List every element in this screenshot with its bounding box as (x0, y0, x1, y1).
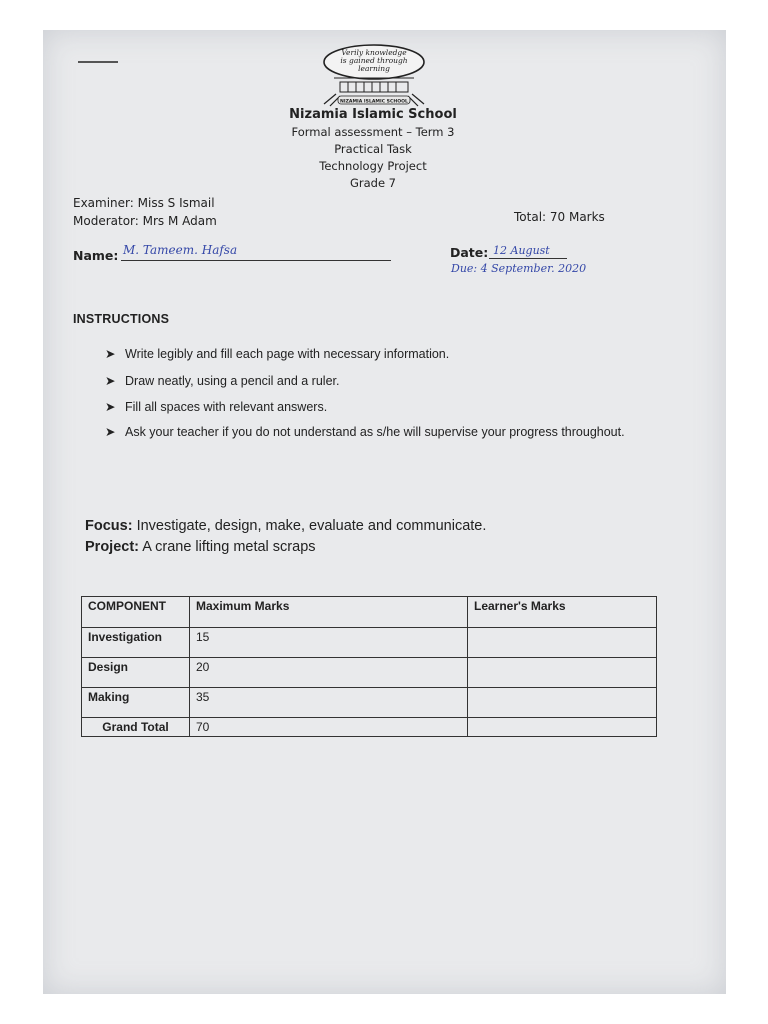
grand-total-row (82, 718, 657, 737)
moderator-label: Moderator: Mrs M Adam (73, 214, 217, 228)
logo-motto-line3: learning (358, 64, 390, 73)
learner-marks-cell[interactable] (468, 628, 657, 658)
instruction-item (105, 346, 449, 361)
grand-total-max: 70 (190, 718, 468, 737)
instruction-text: Draw neatly, using a pencil and a ruler. (125, 374, 340, 388)
max-marks-cell: 20 (190, 658, 468, 688)
total-marks: Total: 70 Marks (514, 210, 605, 224)
assessment-title: Formal assessment – Term 3 (291, 125, 455, 139)
header-maximum-marks: Maximum Marks (190, 597, 468, 628)
instruction-item (105, 373, 339, 388)
component-cell: Design (82, 658, 190, 688)
logo-building (334, 78, 414, 92)
table-row (82, 658, 657, 688)
task-title: Practical Task (334, 142, 412, 156)
max-marks-cell: 15 (190, 628, 468, 658)
grand-total-learner[interactable] (468, 718, 657, 737)
instruction-text: Fill all spaces with relevant answers. (125, 400, 328, 414)
instruction-item (105, 424, 625, 439)
name-underline (121, 260, 391, 261)
header-component: COMPONENT (82, 597, 190, 628)
instruction-item (105, 399, 327, 414)
arrow-bullet-icon: ➤ (105, 347, 116, 361)
logo-motto-line1: Verily knowledge (341, 48, 407, 57)
table-row (82, 688, 657, 718)
grade-title: Grade 7 (349, 176, 397, 190)
project-text: A crane lifting metal scraps (142, 539, 316, 555)
header-learner-marks: Learner's Marks (468, 597, 657, 628)
focus-label: Focus: (85, 518, 133, 534)
logo-motto-line2: is gained through (340, 56, 408, 65)
instructions-heading: INSTRUCTIONS (73, 312, 170, 326)
component-cell: Making (82, 688, 190, 718)
date-label: Date: (450, 245, 489, 260)
grand-total-label: Grand Total (82, 718, 190, 737)
due-date-value[interactable]: Due: 4 September. 2020 (451, 262, 587, 275)
learner-marks-cell[interactable] (468, 658, 657, 688)
top-dash-mark (78, 61, 118, 63)
school-name: Nizamia Islamic School (289, 107, 457, 122)
date-value[interactable]: 12 August (493, 244, 550, 257)
arrow-bullet-icon: ➤ (105, 425, 116, 439)
focus-text: Investigate, design, make, evaluate and communicate. (136, 518, 487, 534)
name-value[interactable]: M. Tameem. Hafsa (123, 243, 238, 257)
max-marks-cell: 35 (190, 688, 468, 718)
date-underline (489, 258, 567, 259)
paper-sheet (43, 30, 726, 994)
marks-table (81, 596, 657, 737)
project-label: Project: (85, 539, 139, 555)
name-label: Name: (73, 248, 119, 263)
school-logo (318, 42, 430, 114)
instruction-text: Write legibly and fill each page with necessary information. (125, 347, 450, 361)
logo-banner-text: NIZAMIA ISLAMIC SCHOOL (340, 99, 408, 105)
focus-line (85, 518, 486, 534)
examiner-label: Examiner: Miss S Ismail (73, 196, 215, 210)
arrow-bullet-icon: ➤ (105, 374, 116, 388)
project-line (85, 539, 316, 555)
instruction-text: Ask your teacher if you do not understand as s/he will supervise your progress throughout. (125, 425, 625, 439)
table-header-row (82, 597, 657, 628)
learner-marks-cell[interactable] (468, 688, 657, 718)
arrow-bullet-icon: ➤ (105, 400, 116, 414)
table-row (82, 628, 657, 658)
component-cell: Investigation (82, 628, 190, 658)
project-title: Technology Project (319, 159, 427, 173)
